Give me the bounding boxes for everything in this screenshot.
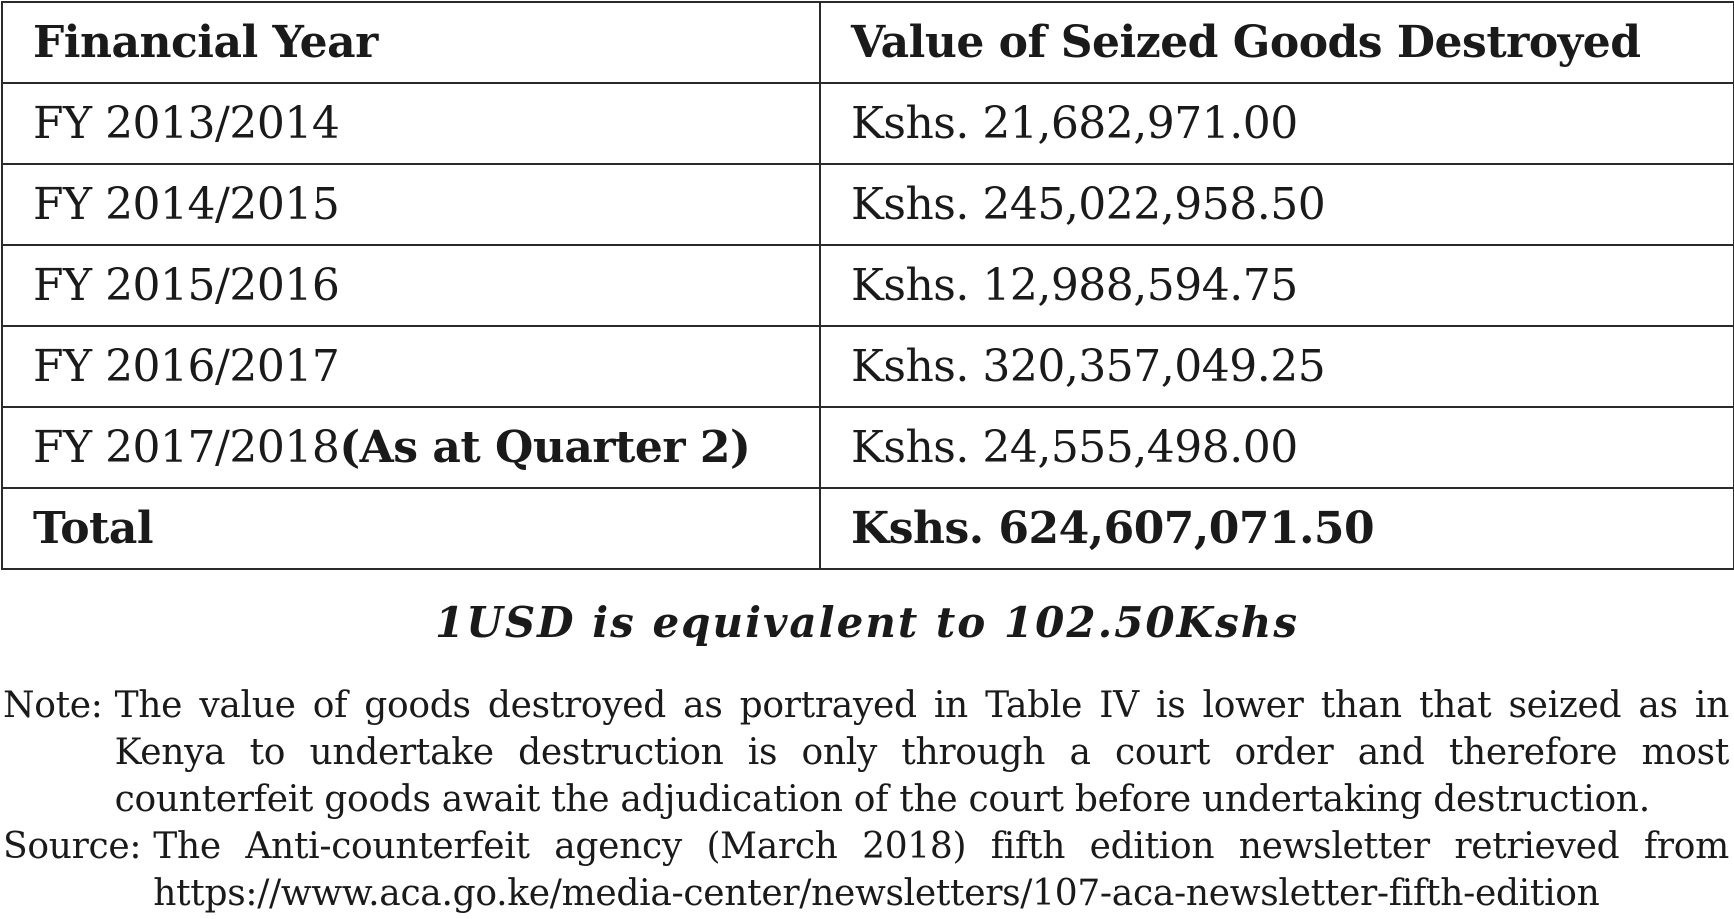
year-cell: [2, 407, 820, 488]
note-block: [3, 682, 1729, 823]
year-text: FY 2016/2017: [33, 341, 340, 392]
table-row: [2, 407, 1734, 488]
table-footnotes: [3, 682, 1729, 917]
year-cell: [2, 245, 820, 326]
year-text: FY 2014/2015: [33, 179, 340, 230]
total-row: [2, 488, 1734, 569]
table-row: [2, 164, 1734, 245]
total-value: Kshs. 624,607,071.50: [820, 488, 1734, 569]
value-cell: Kshs. 320,357,049.25: [820, 326, 1734, 407]
currency-conversion-note: 1USD is equivalent to 102.50Kshs: [435, 598, 1299, 647]
year-cell: [2, 164, 820, 245]
value-cell: Kshs. 21,682,971.00: [820, 83, 1734, 164]
note-text: The value of goods destroyed as portrayed in Table IV is lower than that seized as in Kenya to undertake destruction is only through a court order and therefore most counterfeit goods await the adjudication of the court before undertaking destruction.: [114, 685, 1729, 820]
seized-goods-table-container: [1, 1, 1733, 570]
source-text: The Anti-counterfeit agency (March 2018) fifth edition newsletter retrieved from https://www.aca.go.ke/media-center/newsletters/107-aca-newsletter-fifth-edition: [153, 826, 1729, 914]
value-cell: Kshs. 24,555,498.00: [820, 407, 1734, 488]
source-block: [3, 823, 1729, 917]
year-text: FY 2015/2016: [33, 260, 340, 311]
table-row: [2, 83, 1734, 164]
value-cell: Kshs. 245,022,958.50: [820, 164, 1734, 245]
header-financial-year: Financial Year: [2, 2, 820, 83]
table-row: [2, 326, 1734, 407]
table-header-row: [2, 2, 1734, 83]
year-text: FY 2013/2014: [33, 98, 340, 149]
seized-goods-table: [1, 1, 1734, 570]
total-label: Total: [2, 488, 820, 569]
header-value-destroyed: Value of Seized Goods Destroyed: [820, 2, 1734, 83]
year-cell: [2, 83, 820, 164]
table-row: [2, 245, 1734, 326]
year-text: FY 2017/2018: [33, 422, 340, 473]
note-label: Note:: [3, 685, 103, 726]
source-label: Source:: [3, 826, 142, 867]
year-cell: [2, 326, 820, 407]
value-cell: Kshs. 12,988,594.75: [820, 245, 1734, 326]
year-qualifier: (As at Quarter 2): [339, 422, 751, 473]
